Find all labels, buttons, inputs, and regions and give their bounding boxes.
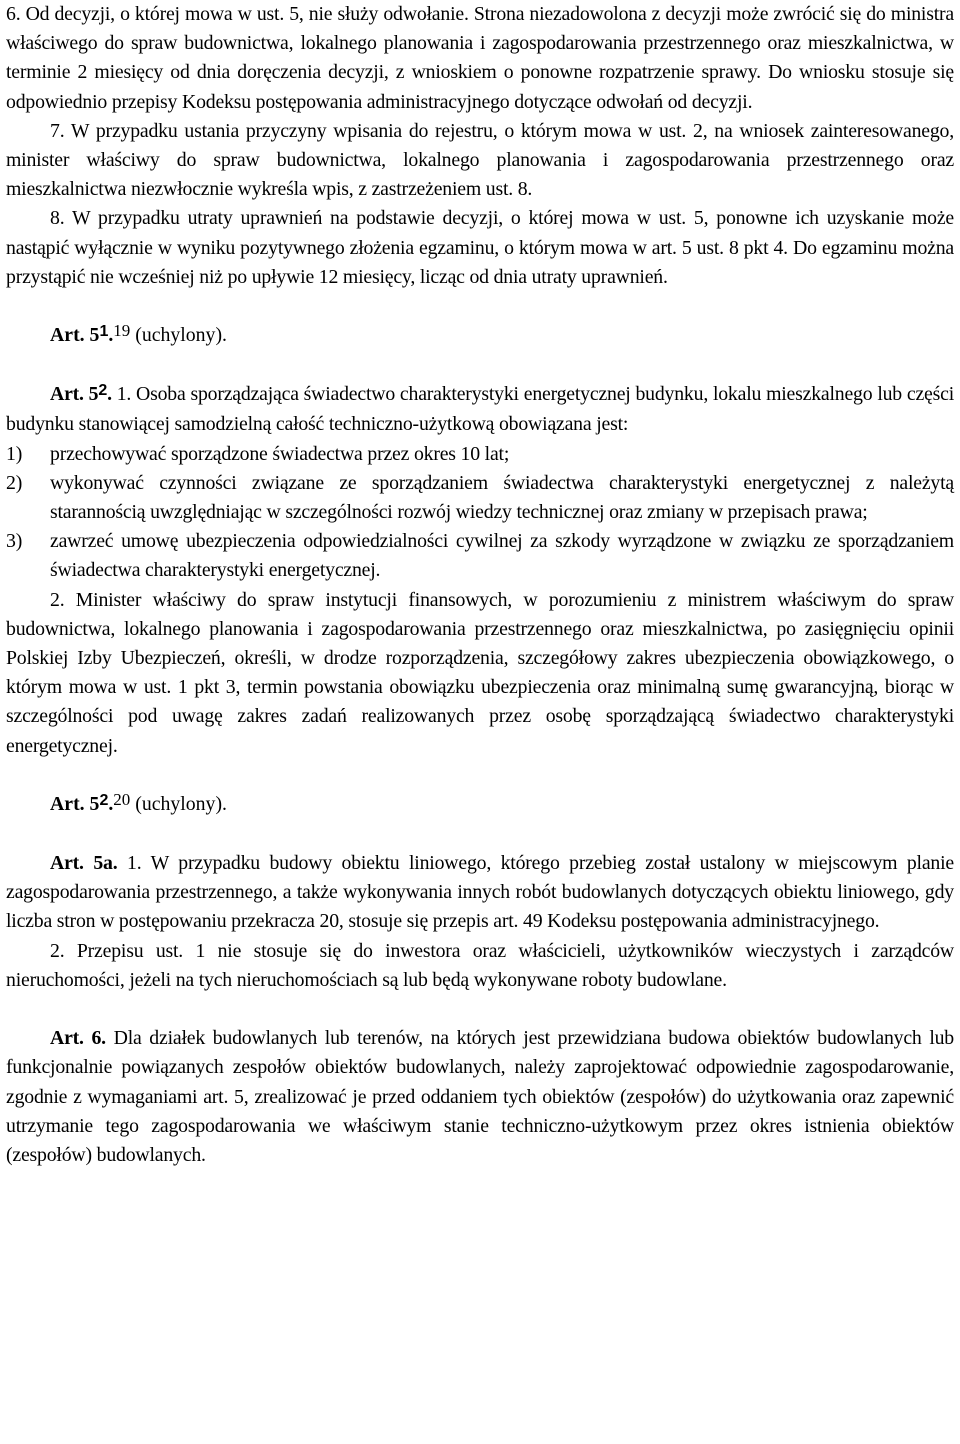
paragraph-8: 8. W przypadku utraty uprawnień na podstawie decyzji, o której mowa w ust. 5, ponowne ich uzyskanie może nastąpić wyłącznie w wyniku pozytywnego złożenia egzaminu, o którym mowa w art. 5 ust. 8 pkt 4. Do egzaminu można przystąpić nie wcześniej niż po upływie 12 miesięcy, licząc od dnia utraty uprawnień. — [6, 207, 954, 288]
article-label: Art. 5 — [50, 324, 100, 347]
article-dot: . — [108, 324, 114, 347]
list-item-number: 3) — [6, 530, 23, 553]
article-5-1-heading — [6, 321, 954, 351]
article-label: Art. 5 — [50, 792, 100, 815]
paragraph-7: 7. W przypadku ustania przyczyny wpisania do rejestru, o którym mowa w ust. 2, na wniosek zainteresowanego, minister właściwy do spraw budownictwa, lokalnego planowania i zagospodarowania przestrzennego oraz mieszkalnictwa niezwłocznie wykreśla wpis, z zastrzeżeniem ust. 8. — [6, 119, 954, 201]
article-label: Art. 5 — [50, 383, 99, 406]
article-superscript: 2 — [98, 382, 108, 400]
article-superscript: 1 — [99, 323, 109, 341]
article-5-2b-heading — [6, 790, 954, 820]
article-label: Art. 5a. — [50, 852, 118, 875]
spacer — [6, 761, 954, 790]
spacer — [6, 820, 954, 849]
article-6 — [6, 1024, 954, 1170]
article-text: Dla działek budowlanych lub terenów, na których jest przewidziana budowa obiektów budowlanych lub funkcjonalnie powiązanych zespołów obiektów budowlanych, należy zaprojektować odpowiednie zagospodarowanie, zgodnie z wymaganiami art. 5, zrealizować je przed oddaniem tych obiektów (zespołów) do użytkowania oraz zapewnić utrzymanie tego zagospodarowania we właściwym stanie techniczno-użytkowym przez okres istnienia obiektów (zespołów) budowlanych. — [6, 1027, 954, 1166]
article-text: 1. Osoba sporządzająca świadectwo charakterystyki energetycznej budynku, lokalu mieszkalnego lub części budynku stanowiącej samodzielną całość techniczno-użytkową obowiązana jest: — [6, 383, 954, 436]
spacer — [6, 351, 954, 380]
list-item-number: 1) — [6, 442, 23, 465]
article-dot: . — [107, 383, 112, 406]
list-item-text: zawrzeć umowę ubezpieczenia odpowiedzialności cywilnej za szkody wyrządzone w związku ze sporządzaniem świadectwa charakterystyki energetycznej. — [50, 530, 954, 582]
article-text: (uchylony). — [130, 324, 227, 347]
paragraph-6: 6. Od decyzji, o której mowa w ust. 5, nie służy odwołanie. Strona niezadowolona z decyzji może zwrócić się do ministra właściwego do spraw budownictwa, lokalnego planowania i zagospodarowania przestrzennego oraz mieszkalnictwa, w terminie 2 miesięcy od dnia doręczenia decyzji, z wnioskiem o ponowne rozpatrzenie sprawy. Do wniosku stosuje się odpowiednio przepisy Kodeksu postępowania administracyjnego dotyczące odwołań od decyzji. — [6, 3, 954, 113]
list-item — [6, 527, 954, 585]
article-5a-ust-1 — [6, 849, 954, 937]
article-text: (uchylony). — [130, 792, 227, 815]
list-item-number: 2) — [6, 471, 23, 494]
article-text: 1. W przypadku budowy obiektu liniowego, którego przebieg został ustalony w miejscowym planie zagospodarowania przestrzennego, a także wykonywania innych robót budowlanych dotyczących obiektu liniowego, gdy liczba stron w postępowaniu przekracza 20, stosuje się przepis art. 49 Kodeksu postępowania administracyjnego. — [6, 852, 955, 933]
spacer — [6, 995, 954, 1024]
spacer — [6, 292, 954, 321]
list-item — [6, 469, 954, 527]
list-item — [6, 440, 954, 469]
footnote-ref: 19 — [113, 321, 131, 341]
article-superscript: 2 — [99, 791, 109, 809]
article-5-2-ust-1 — [6, 380, 954, 439]
list-item-text: przechowywać sporządzone świadectwa przez okres 10 lat; — [50, 442, 510, 465]
article-5-2-ust-2: 2. Minister właściwy do spraw instytucji finansowych, w porozumieniu z ministrem właściwym do spraw budownictwa, lokalnego planowania i zagospodarowania przestrzennego oraz mieszkalnictwa, po zasięgnięciu opinii Polskiej Izby Ubezpieczeń, określi, w drodze rozporządzenia, szczegółowy zakres ubezpieczenia obowiązkowego, o którym mowa w ust. 1 pkt 3, termin powstania obowiązku ubezpieczenia oraz minimalną sumę gwarancyjną, biorąc w szczególności pod uwagę zakres zadań realizowanych przez osobę sporządzającą świadectwo charakterystyki energetycznej. — [6, 588, 954, 757]
article-5a-ust-2: 2. Przepisu ust. 1 nie stosuje się do inwestora oraz właścicieli, użytkowników wieczystych i zarządców nieruchomości, jeżeli na tych nieruchomościach są lub będą wykonywane roboty budowlane. — [6, 939, 954, 991]
article-dot: . — [108, 792, 114, 815]
document-page — [6, 0, 954, 1170]
article-label: Art. 6. — [50, 1027, 106, 1050]
list-item-text: wykonywać czynności związane ze sporządzaniem świadectwa charakterystyki energetycznej z należytą starannością uwzględniając w szczególności rozwój wiedzy technicznej oraz zmiany w przepisach prawa; — [50, 471, 954, 524]
footnote-ref: 20 — [113, 789, 131, 809]
